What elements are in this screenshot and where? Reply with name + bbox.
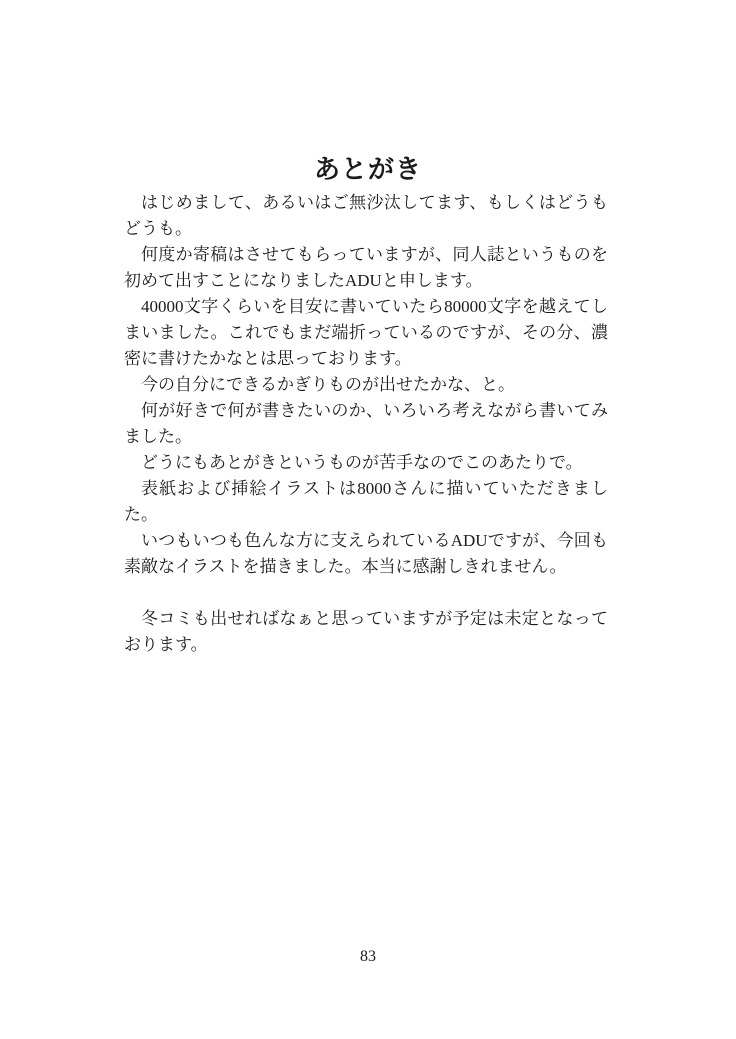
paragraph: 表紙および挿絵イラストは8000さんに描いていただきました。 [124,479,608,524]
paragraph: どうにもあとがきというものが苦手なのでこのあたりで。 [141,453,583,472]
paragraph: 今の自分にできるかぎりものが出せたかな、と。 [141,375,515,394]
page-number: 83 [360,948,376,965]
paragraph: 何が好きで何が書きたいのか、いろいろ考えながら書いてみました。 [124,401,608,446]
paragraph: 何度か寄稿はさせてもらっていますが、同人誌というものを初めて出すことになりましたADUと申します。 [124,245,608,290]
page-title: あとがき [313,155,422,185]
afterword-body [124,190,608,658]
paragraph-final: 冬コミも出せればなぁと思っていますが予定は未定となっております。 [124,609,608,654]
paragraph: いつもいつも色んな方に支えられているADUですが、今回も素敵なイラストを描きました。本当に感謝しきれません。 [124,531,608,576]
paragraph: 40000文字くらいを目安に書いていたら80000文字を越えてしまいました。これでもまだ端折っているのですが、その分、濃密に書けたかなとは思っております。 [124,297,608,368]
paragraph: はじめまして、あるいはご無沙汰してます、もしくはどうもどうも。 [124,193,608,238]
